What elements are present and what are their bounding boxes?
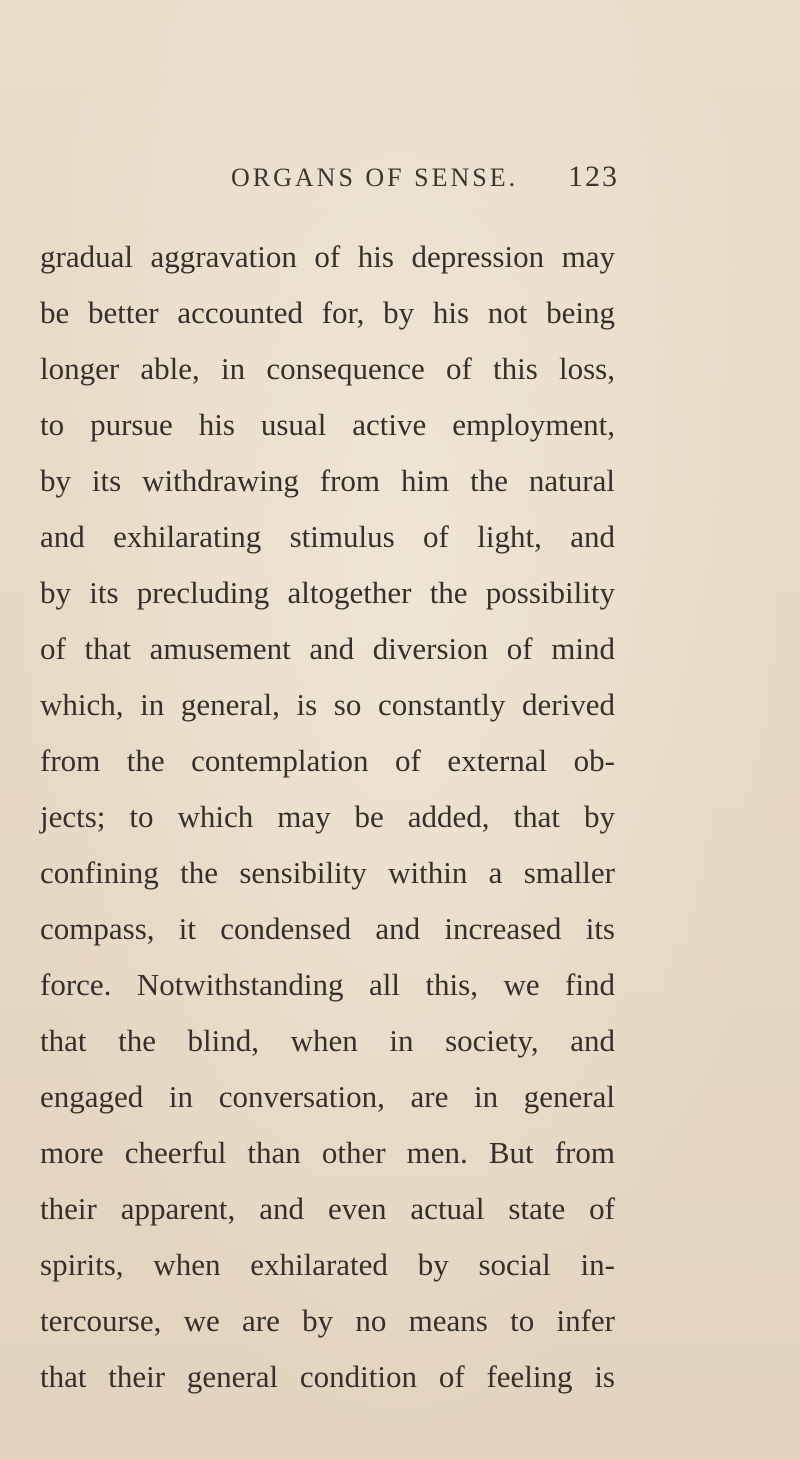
- text-line: from the contemplation of external ob-: [40, 743, 615, 778]
- text-line: engaged in conversation, are in general: [40, 1079, 615, 1114]
- text-line: more cheerful than other men. But from: [40, 1135, 615, 1170]
- text-line: longer able, in consequence of this loss,: [40, 351, 615, 386]
- text-line: gradual aggravation of his depression may: [40, 239, 615, 274]
- text-line: by its precluding altogether the possibility: [40, 575, 615, 610]
- text-line: that their general condition of feeling is: [40, 1359, 615, 1394]
- text-line: by its withdrawing from him the natural: [40, 463, 615, 498]
- text-line: force. Notwithstanding all this, we find: [40, 967, 615, 1002]
- text-line: their apparent, and even actual state of: [40, 1191, 615, 1226]
- text-line: be better accounted for, by his not being: [40, 295, 615, 330]
- text-line: confining the sensibility within a smaller: [40, 855, 615, 890]
- text-line: and exhilarating stimulus of light, and: [40, 519, 615, 554]
- text-line: that the blind, when in society, and: [40, 1023, 615, 1058]
- text-line: compass, it condensed and increased its: [40, 911, 615, 946]
- text-line: to pursue his usual active employment,: [40, 407, 615, 442]
- text-line: which, in general, is so constantly derived: [40, 687, 615, 722]
- text-line: jects; to which may be added, that by: [40, 799, 615, 834]
- running-title: ORGANS OF SENSE.: [231, 163, 519, 192]
- page-number: 123: [568, 160, 619, 193]
- text-line: spirits, when exhilarated by social in-: [40, 1247, 615, 1282]
- text-line: tercourse, we are by no means to infer: [40, 1303, 615, 1338]
- text-line: of that amusement and diversion of mind: [40, 631, 615, 666]
